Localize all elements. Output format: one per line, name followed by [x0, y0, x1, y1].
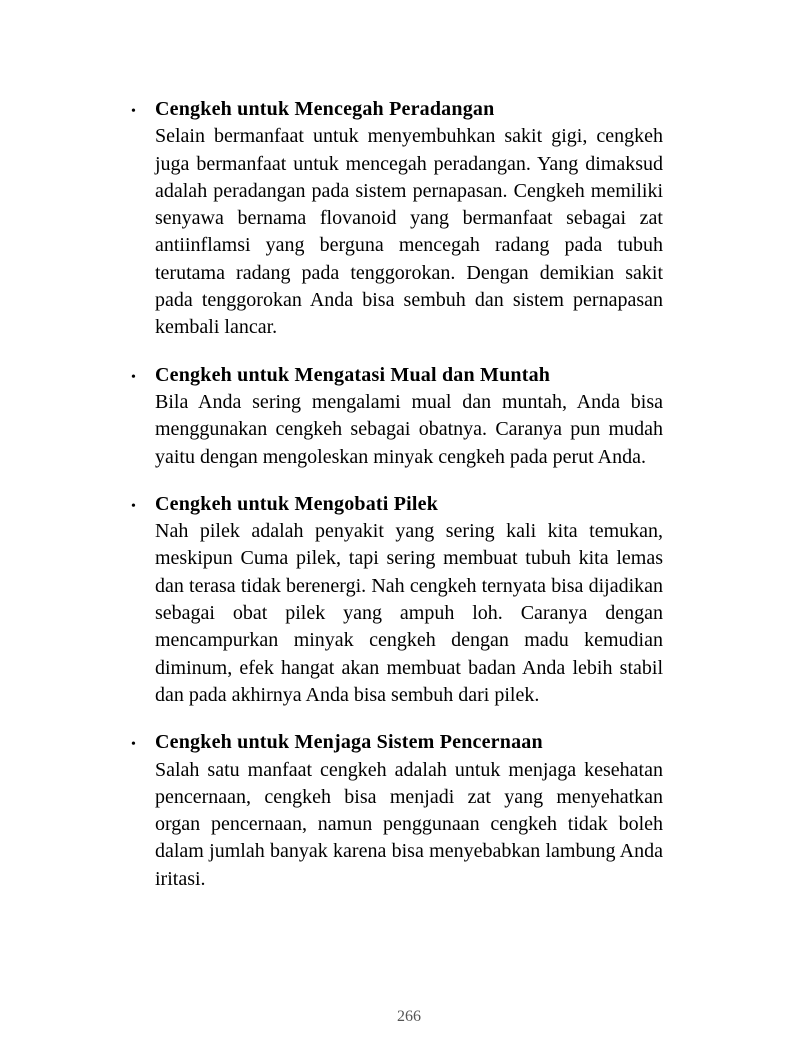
- page-number: 266: [397, 1008, 421, 1025]
- section-mencegah-peradangan: [130, 96, 663, 342]
- section-body: Selain bermanfaat untuk menyembuhkan sakit gigi, cengkeh juga bermanfaat untuk mencegah peradangan. Yang dimaksud adalah peradangan pada sistem pernapasan. Cengkeh memiliki senyawa bernama flovanoid yang bermanfaat sebagai zat antiinflamsi yang berguna mencegah radang pada tubuh terutama radang pada tenggorokan. Dengan demikian sakit pada tenggorokan Anda bisa sembuh dan sistem pernapasan kembali lancar.: [155, 125, 663, 339]
- section-mengobati-pilek: [130, 491, 663, 709]
- bullet-icon: •: [131, 369, 136, 385]
- section-mengatasi-mual-muntah: [130, 362, 663, 471]
- bullet-icon: •: [131, 737, 136, 753]
- section-menjaga-pencernaan: [130, 729, 663, 893]
- section-heading: Cengkeh untuk Mencegah Peradangan: [155, 98, 495, 120]
- section-heading: Cengkeh untuk Menjaga Sistem Pencernaan: [155, 731, 543, 754]
- section-body: Salah satu manfaat cengkeh adalah untuk menjaga kesehatan pencernaan, cengkeh bisa menjadi zat yang menyehatkan organ pencernaan, namun penggunaan cengkeh tidak boleh dalam jumlah banyak karena bisa menyebabkan lambung Anda iritasi.: [155, 758, 663, 890]
- bullet-icon: •: [131, 498, 136, 514]
- page-content: [130, 96, 663, 913]
- section-body: Bila Anda sering mengalami mual dan muntah, Anda bisa menggunakan cengkeh sebagai obatnya. Caranya pun mudah yaitu dengan mengoleskan minyak cengkeh pada perut Anda.: [155, 390, 663, 468]
- section-heading: Cengkeh untuk Mengatasi Mual dan Muntah: [155, 363, 551, 386]
- section-heading: Cengkeh untuk Mengobati Pilek: [155, 492, 439, 515]
- section-body: Nah pilek adalah penyakit yang sering kali kita temukan, meskipun Cuma pilek, tapi sering membuat tubuh kita lemas dan terasa tidak berenergi. Nah cengkeh ternyata bisa dijadikan sebagai obat pilek yang ampuh loh. Caranya dengan mencampurkan minyak cengkeh dengan madu kemudian diminum, efek hangat akan membuat badan Anda lebih stabil dan pada akhirnya Anda bisa sembuh dari pilek.: [155, 520, 663, 706]
- bullet-icon: •: [131, 104, 136, 119]
